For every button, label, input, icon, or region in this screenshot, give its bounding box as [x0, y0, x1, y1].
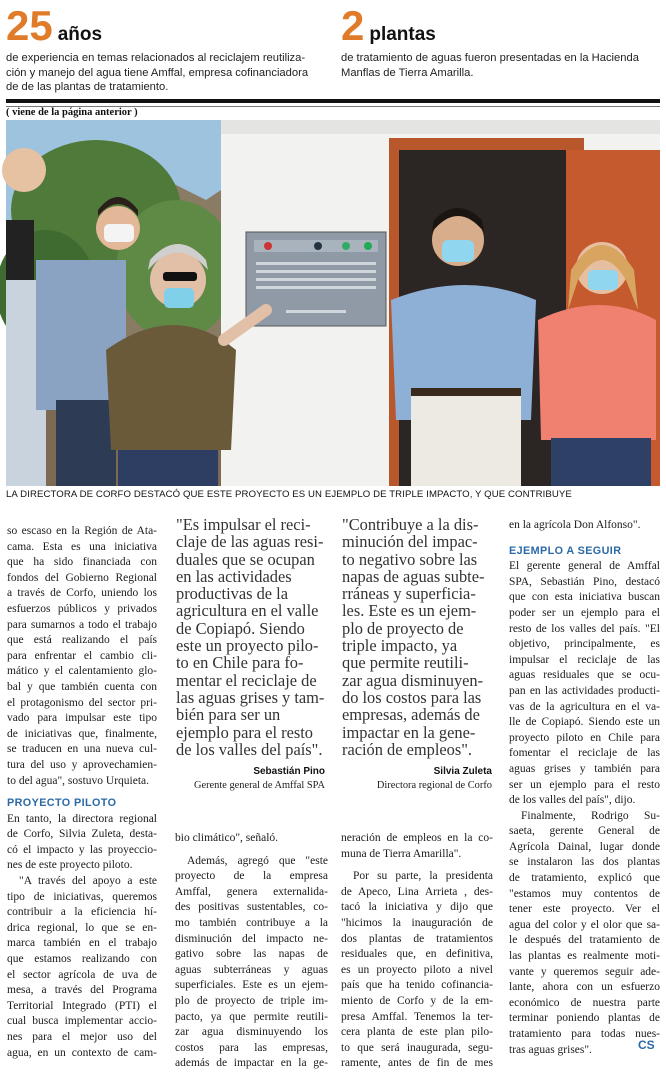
text-line: de los valles del país", dijo. — [509, 794, 636, 807]
text-line: mático y el calentamiento glo- — [7, 665, 157, 678]
text-line: disminución del impacto ne- — [175, 932, 328, 945]
text-line: pan en las actividades producti- — [509, 684, 660, 697]
stat-years-word: años — [57, 24, 103, 45]
text-line: en la agrícola Don Alfonso". — [509, 519, 641, 531]
text-line: a través de Corfo, uniendo los — [7, 587, 157, 600]
text-line: Agrícola Dainal, lugar donde — [509, 840, 660, 853]
text-line: neración de empleos en la co- — [341, 832, 493, 844]
text-line: vas de la agricultura en el va- — [509, 700, 660, 713]
text-line: cera planta de este plan pilo- — [341, 1026, 493, 1039]
text-line: "A través del apoyo a este — [19, 875, 157, 888]
quote-line: que permite reutili- — [342, 653, 469, 673]
text-line: tras aguas grises". — [509, 1043, 592, 1056]
quote-line: triple impacto, ya — [342, 636, 458, 656]
text-line: Por su parte, la presidenta — [353, 870, 493, 883]
article-photo — [6, 120, 660, 486]
text-line: so escaso en la Región de Ata- — [7, 525, 157, 537]
text-line: de Corfo, Silvia Zuleta, desta- — [7, 828, 157, 841]
text-line: para sumarnos a todo el trabajo — [7, 618, 157, 631]
quote-line: duales que se ocupan — [176, 549, 315, 569]
text-line: ser un ejemplo para el resto — [509, 778, 660, 791]
text-line: proyecto piloto en Chile para — [509, 731, 660, 744]
text-line: esfuerzos públicos y privados — [7, 602, 157, 615]
photo-caption: LA DIRECTORA DE CORFO DESTACÓ QUE ESTE PROYECTO ES UN EJEMPLO DE TRIPLE IMPACTO, Y QUE CONTRIBUYE — [6, 489, 572, 500]
article-column-5 — [509, 518, 660, 1058]
quote-line: "Es impulsar el reci- — [176, 515, 311, 534]
text-line: muna de Tierra Amarilla". — [341, 847, 462, 860]
text-line: proyecto de la empresa — [175, 870, 328, 883]
article-column-4 — [341, 831, 493, 1072]
text-line: de Apeco, Lina Arrieta , des- — [341, 885, 493, 898]
quote-line: ración de empleos". — [342, 739, 473, 759]
text-line: de tratamiento, explicó que — [509, 872, 660, 885]
text-line: para enfrentar el cambio cli- — [7, 649, 157, 662]
end-mark-logo: CS — [638, 1038, 655, 1052]
text-line: tura del uso y aprovechamien- — [7, 758, 157, 771]
text-line: lante, ahora con un esfuerzo — [509, 981, 660, 994]
text-line: SPA, Sebastián Pino, destacó — [509, 575, 660, 588]
quote-line: ejemplo para el resto — [176, 722, 313, 742]
quote-line: do los costos para las — [342, 687, 482, 707]
quote-line: este un proyecto pilo- — [176, 636, 319, 656]
continued-label: ( viene de la página anterior ) — [6, 107, 138, 118]
text-line: pacto, ya que permite reutili- — [175, 1010, 328, 1023]
stat-plants-text — [341, 51, 661, 80]
text-line: Además, agregó que "este — [187, 854, 328, 867]
quote-line: bién para ser un — [176, 705, 281, 725]
quote-line: productivas de la — [176, 584, 288, 604]
text-line: marca también en el trabajo — [7, 937, 157, 950]
quote-line: les. Este es un ejem- — [342, 601, 477, 621]
text-line: además de impactar en la ge- — [175, 1057, 328, 1070]
text-line: zar agua disminuyendo los — [175, 1026, 328, 1039]
text-line: gativo sobre las napas de — [175, 948, 328, 961]
quote-line: to en Chile para fo- — [176, 653, 304, 673]
quote-line: impactar en la gene- — [342, 722, 476, 742]
text-line: terminar poniendo plantas de — [509, 1012, 660, 1025]
quote-author-name: Silvia Zuleta — [433, 766, 492, 777]
text-line: contribuir a la eficiencia hí- — [7, 906, 157, 919]
text-line: bal y que también cuenta con — [7, 680, 157, 693]
text-line: económico de nuestra parte — [509, 996, 660, 1009]
stat-years-line: de de las plantas de tratamiento. — [6, 81, 169, 93]
text-line: saeta, gerente General de — [509, 825, 660, 838]
text-line: nes de este proyecto piloto. — [7, 859, 133, 872]
text-line: to del agua", sostuvo Urquieta. — [7, 774, 150, 787]
quote-line: en las actividades — [176, 566, 292, 586]
quote-line: rráneas y superficia- — [342, 584, 476, 604]
text-line: des positivas sustentables, co- — [175, 901, 328, 914]
text-line: fomentar el reciclaje de las — [509, 747, 660, 760]
text-line: bio climático", señaló. — [175, 832, 279, 844]
text-line: miento de Corfo y de la em- — [341, 994, 493, 1007]
stat-plants-line: de tratamiento de aguas fueron presentadas en la Hacienda — [341, 52, 639, 64]
text-line: có el impacto y las proyeccio- — [7, 843, 157, 856]
quote-line: empresas, además de — [342, 705, 480, 725]
quote-attribution-pino — [176, 766, 325, 791]
text-line: las plantas es realmente moti- — [509, 950, 660, 963]
quote-line: claje de las aguas resi- — [176, 532, 324, 552]
text-line: resto de los valles del país. "El — [509, 622, 660, 635]
quote-line: las aguas grises y tam- — [176, 687, 325, 707]
stat-plants — [341, 2, 661, 80]
stat-plants-number: 2 — [341, 2, 365, 49]
photo-illustration — [6, 120, 660, 486]
text-line: mo también contribuye a la — [175, 916, 328, 929]
text-line: Territorial Integrado (PTI) el — [7, 999, 157, 1012]
text-line: vante y queremos seguir ade- — [509, 965, 660, 978]
quote-line: zar agua disminuyen- — [342, 670, 484, 690]
text-line: aguas grises y también para — [509, 762, 660, 775]
text-line: poder ser un ejemplo para el — [509, 606, 660, 619]
text-line: el protagonismo del sector pri- — [7, 696, 157, 709]
quote-author-role: Directora regional de Corfo — [376, 780, 492, 791]
text-line: Finalmente, Rodrigo Su- — [521, 809, 660, 822]
text-line: aguas subterráneas y aguas — [175, 963, 328, 976]
text-line: superficiales. Este es un ejem- — [175, 979, 328, 992]
text-line: tratamiento para todas nues- — [509, 1028, 660, 1040]
section-heading-proyecto-piloto: PROYECTO PILOTO — [7, 797, 117, 810]
stat-years-number: 25 — [6, 2, 53, 49]
text-line: "estamos muy contentos de — [509, 887, 660, 900]
text-line: fondos del Gobierno Regional — [7, 571, 157, 584]
text-line: impulsar el reciclaje de las — [509, 653, 660, 666]
stat-years-line: ción y manejo del agua tiene Amffal, empresa cofinanciadora — [6, 66, 309, 79]
quote-line: napas de aguas subte- — [342, 566, 485, 586]
text-line: país que ha tenido cofinancia- — [341, 979, 493, 992]
text-line: dos plantas de tratamientos — [341, 932, 493, 945]
stat-plants-word: plantas — [369, 24, 436, 45]
text-line: de iniciativas que, finalmente, — [7, 727, 157, 740]
text-line: agua del color y el olor que sa- — [509, 918, 660, 931]
text-line: nes para el mejor uso del — [7, 1031, 157, 1043]
quote-line: de Copiapó. Siendo — [176, 618, 305, 638]
text-line: residuales que, en definitiva, — [341, 948, 493, 961]
article-column-3 — [175, 831, 328, 1072]
header-rule — [6, 99, 660, 103]
quote-author-name: Sebastián Pino — [253, 766, 325, 777]
text-line: le después del tratamiento de — [509, 934, 660, 947]
text-line: lle de Copiapó. Siendo este un — [509, 716, 660, 729]
stat-plants-line: Manflas de Tierra Amarilla. — [341, 66, 474, 79]
text-line: "hicimos la inauguración de — [341, 916, 493, 929]
text-line: drica regional, lo que se en- — [7, 921, 157, 934]
text-line: que estamos realizando con — [7, 953, 157, 966]
stat-years-line: de experiencia en temas relacionados al reciclajem reutiliza- — [6, 52, 306, 64]
stat-years-text — [6, 51, 328, 95]
quote-line: agricultura en el valle — [176, 601, 319, 621]
text-line: Amffal, genera externalida- — [175, 885, 328, 898]
text-line: se instalaron las dos plantas — [509, 856, 660, 869]
text-line: que está realizando el país — [7, 634, 157, 647]
text-line: En tanto, la directora regional — [7, 812, 157, 825]
quote-line: de los valles del país". — [176, 739, 323, 759]
quote-line: to negativo sobre las — [342, 549, 478, 569]
text-line: que ha sido financiada con — [7, 556, 157, 569]
text-line: vado para impulsar este tipo — [7, 712, 157, 725]
text-line: ramente, antes de fin de mes — [341, 1057, 493, 1070]
article-column-1 — [7, 524, 157, 1061]
text-line: presa Amffal. Tenemos la ter- — [341, 1010, 493, 1023]
text-line: tener este proyecto. Ver el — [509, 903, 660, 916]
quote-line: plo de proyecto de — [342, 618, 464, 638]
text-line: tipo de iniciativas, queremos — [7, 890, 157, 903]
pull-quote-pino — [176, 516, 328, 758]
text-line: se traducen en una nueva cul- — [7, 743, 157, 756]
text-line: mesa, a través del Programa — [7, 984, 157, 997]
text-line: El gerente general de Amffal — [509, 560, 660, 573]
text-line: que con esta iniciativa buscan — [509, 591, 660, 604]
quote-author-role: Gerente general de Amffal SPA — [193, 780, 325, 791]
text-line: plo de proyecto de triple im- — [175, 994, 328, 1007]
text-line: tacó la iniciativa y dijo que — [341, 901, 493, 914]
text-line: el sector agrícola de uva de — [7, 968, 157, 981]
text-line: cual busca implementar accio- — [7, 1015, 157, 1028]
text-line: cama. Esta es una iniciativa — [7, 540, 157, 553]
text-line: aguas residuales que se ocu- — [509, 669, 660, 682]
quote-line: mentar el reciclaje de — [176, 670, 317, 690]
section-heading-ejemplo-a-seguir: EJEMPLO A SEGUIR — [509, 544, 622, 557]
pull-quote-zuleta — [342, 516, 494, 758]
text-line: es un proyecto piloto a nivel — [341, 963, 493, 976]
quote-line: "Contribuye a la dis- — [342, 515, 479, 534]
text-line: costos para las empresas, — [175, 1041, 328, 1054]
text-line: to que será inaugurada, segu- — [341, 1041, 493, 1054]
text-line: objetivo, principalmente, es — [509, 638, 660, 651]
text-line: agua, en un contexto de cam- — [7, 1046, 157, 1059]
stat-years — [6, 2, 328, 95]
quote-line: minución del impac- — [342, 532, 478, 552]
quote-attribution-zuleta — [342, 766, 492, 791]
